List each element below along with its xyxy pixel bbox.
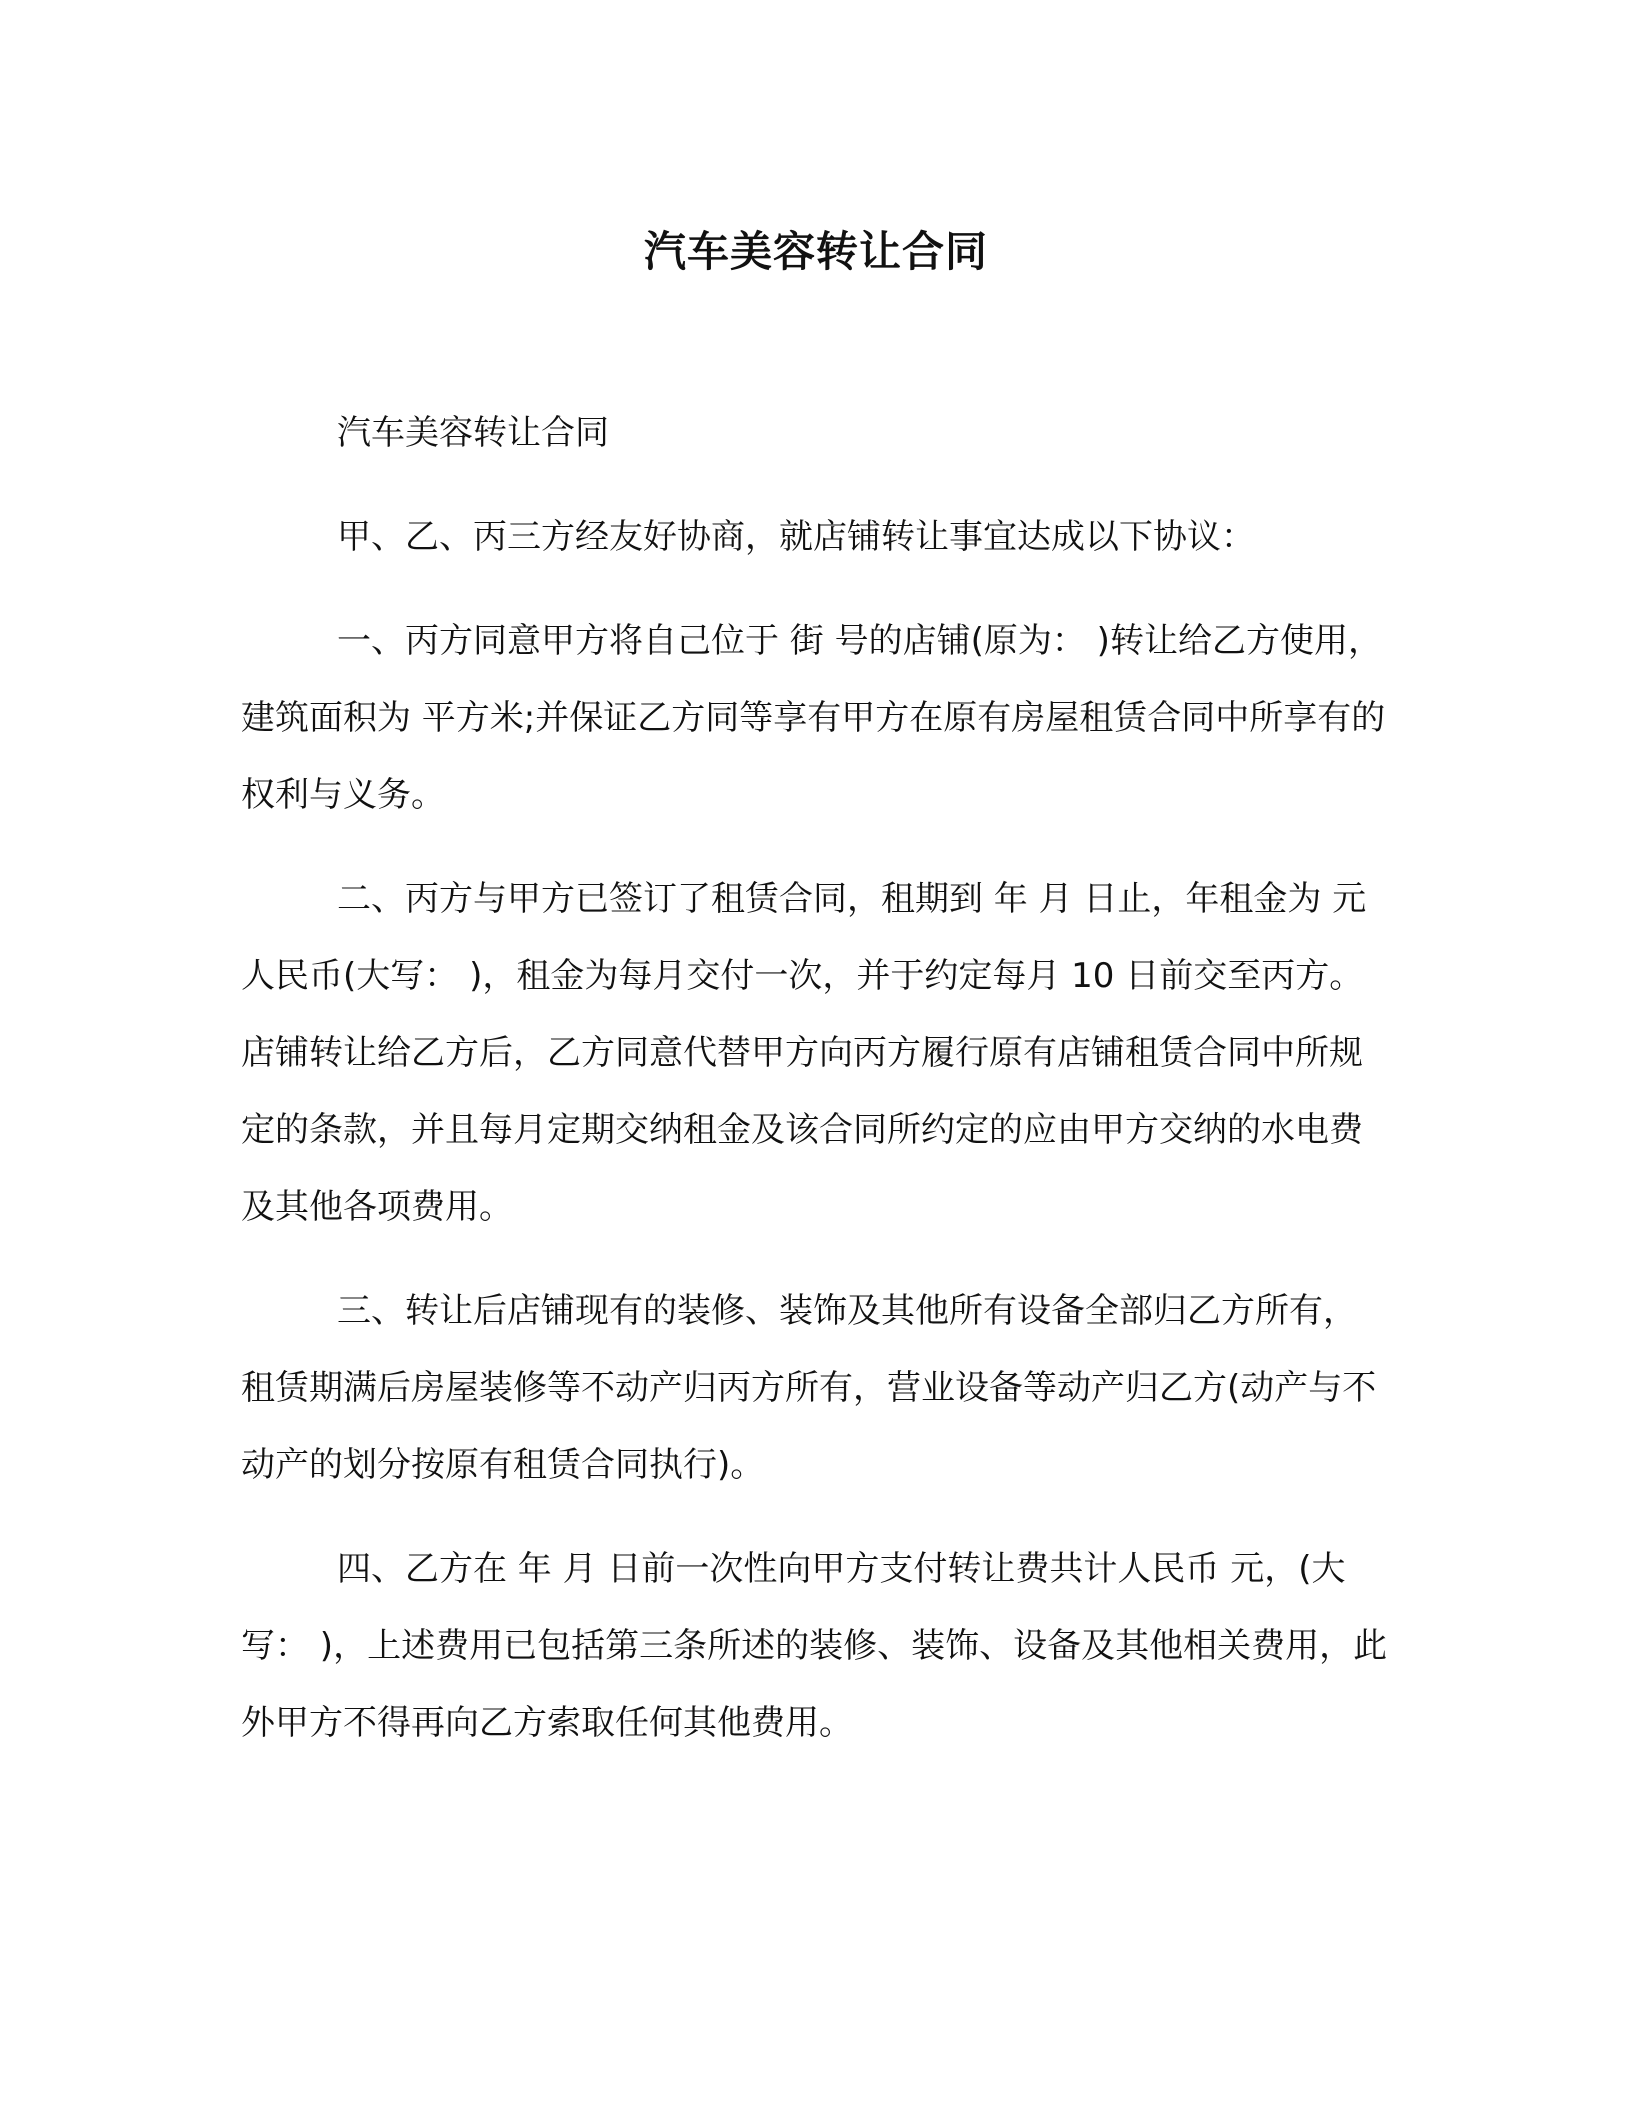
document-body [241, 395, 1389, 1789]
clause-2-paragraph: 二、丙方与甲方已签订了租赁合同，租期到 年 月 日止，年租金为 元人民币(大写： )，租金为每月交付一次，并于约定每月 10 日前交至丙方。店铺转让给乙方后，乙方同意代替甲方向丙方履行原有店铺租赁合同中所规定的条款，并且每月定期交纳租金及该合同所约定的应由甲方交纳的水电费及其他各项费用。 [241, 879, 1367, 1227]
document-title: 汽车美容转让合同 [643, 227, 988, 276]
preamble-paragraph: 甲、乙、丙三方经友好协商，就店铺转让事宜达成以下协议： [337, 517, 1255, 557]
clause-4-paragraph: 四、乙方在 年 月 日前一次性向甲方支付转让费共计人民币 元，(大写： )，上述费用已包括第三条所述的装修、装饰、设备及其他相关费用，此外甲方不得再向乙方索取任何其他费用。 [241, 1549, 1388, 1743]
contract-heading-paragraph: 汽车美容转让合同 [337, 413, 609, 453]
clause-3-paragraph: 三、转让后店铺现有的装修、装饰及其他所有设备全部归乙方所有，租赁期满后房屋装修等不动产归丙方所有，营业设备等动产归乙方(动产与不动产的划分按原有租赁合同执行)。 [241, 1291, 1377, 1485]
clause-1-paragraph: 一、丙方同意甲方将自己位于 街 号的店铺(原为： )转让给乙方使用，建筑面积为 平方米;并保证乙方同等享有甲方在原有房屋租赁合同中所享有的权利与义务。 [241, 621, 1386, 815]
